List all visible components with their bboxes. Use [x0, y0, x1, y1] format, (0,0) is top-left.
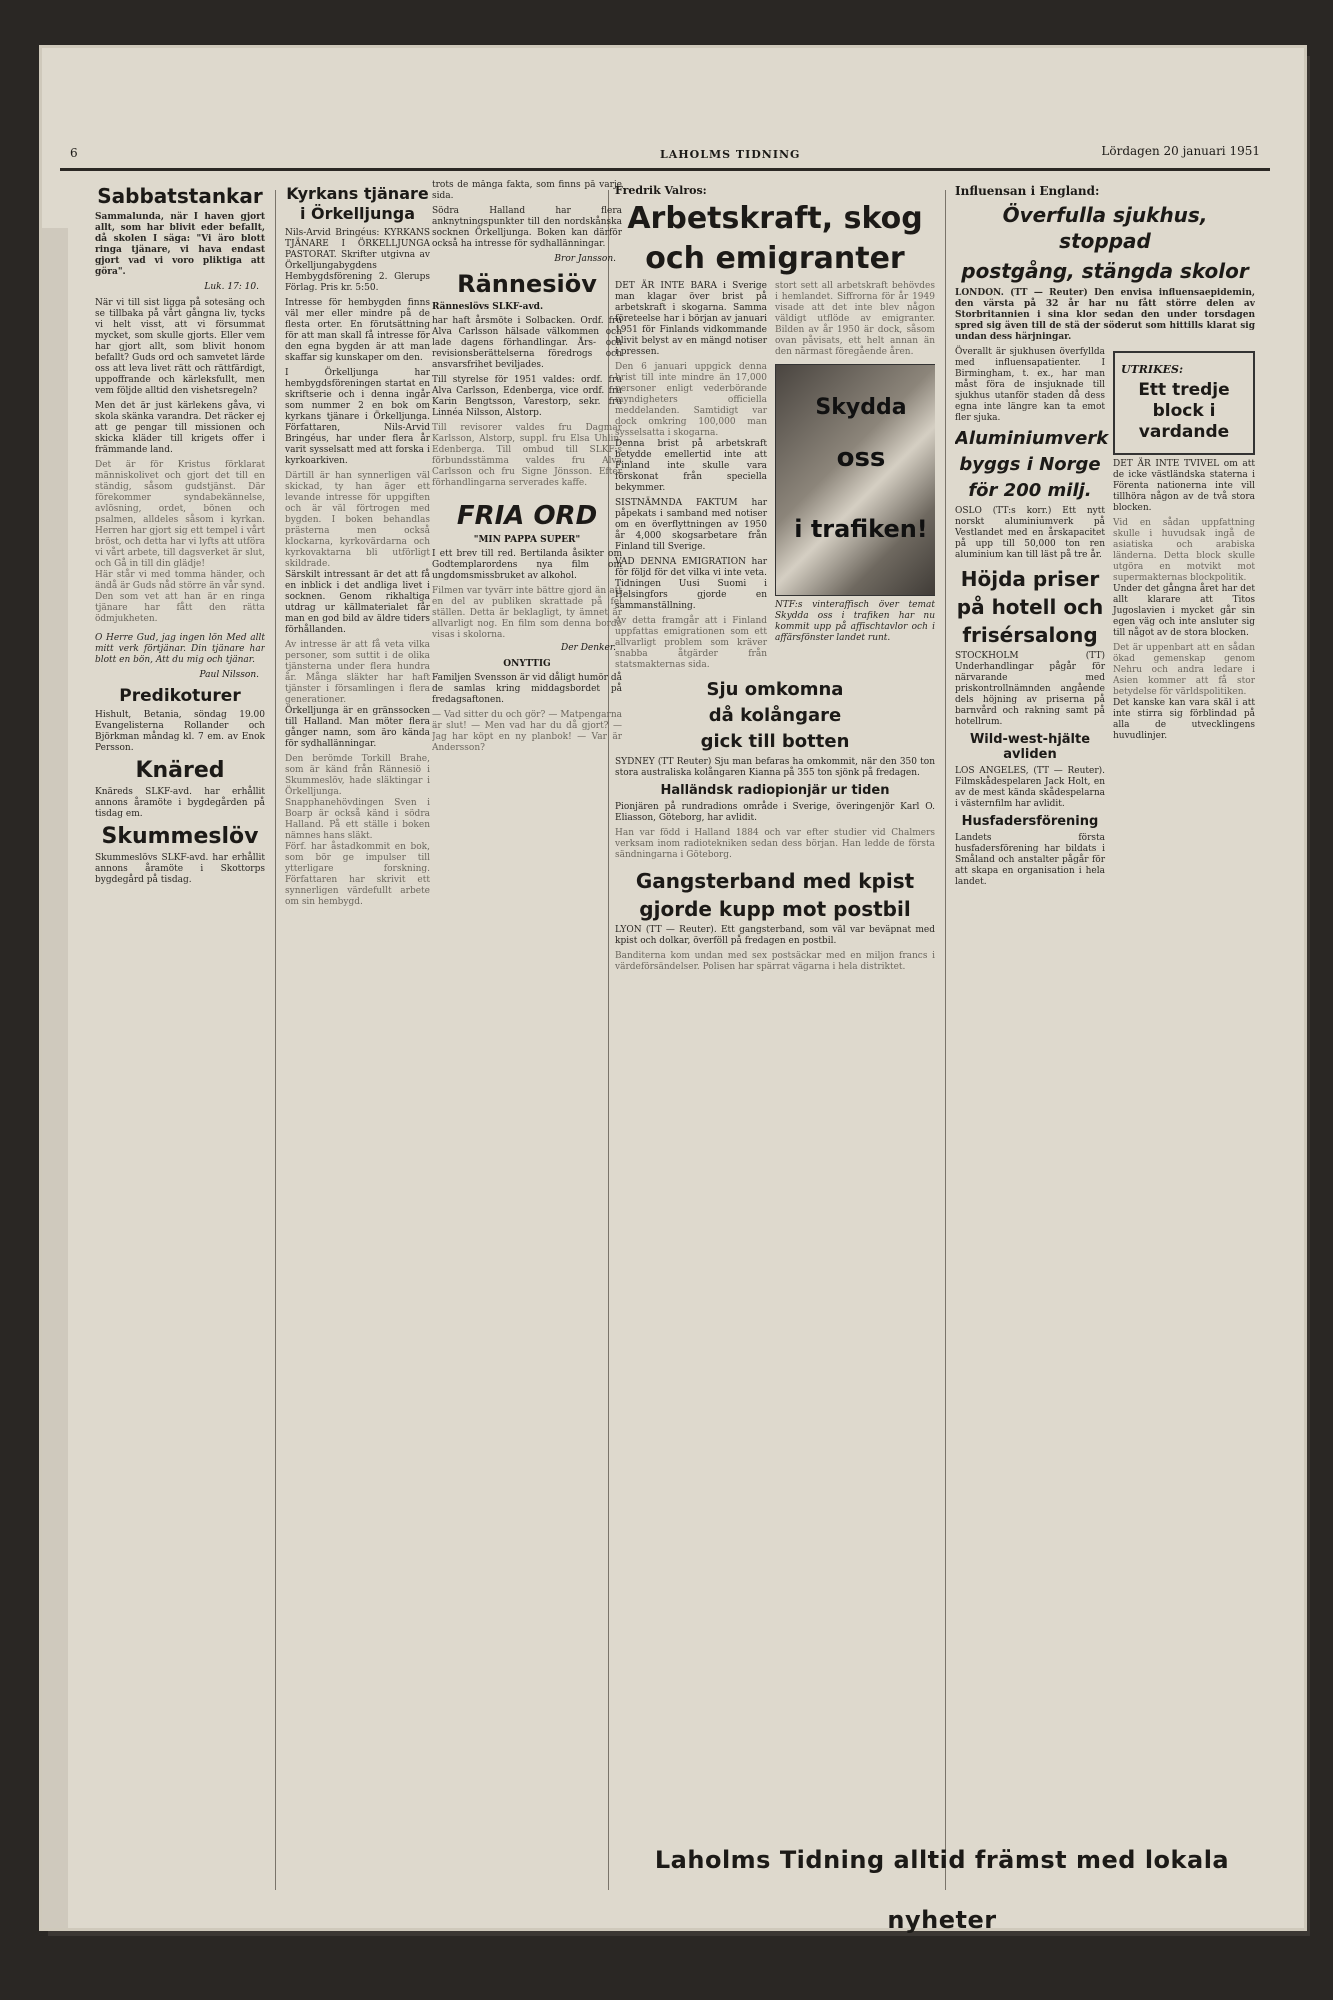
page-number: 6 [70, 146, 78, 160]
previous-page-edge [42, 228, 68, 1928]
headline-hojda-priser-2: på hotell och [956, 595, 1104, 619]
traffic-poster-photo [775, 364, 935, 596]
paper-name: LAHOLMS TIDNING [660, 148, 801, 161]
article-body: I ett brev till red. Bertilanda åsikter om Godtemplarordens nya film om ungdomsmissbruket av alkohol. [432, 549, 622, 581]
article-lead: LONDON. (TT — Reuter) Den envisa influensaepidemin, den värsta på 32 år har nu fått större delen av Storbritannien i sina klor sedan den under torsdagen spred sig även till de stä der söderut som hittills klarat sig undan dess härjningar. [955, 288, 1255, 342]
utrikes-label: UTRIKES: [1121, 363, 1184, 376]
headline-arbetskraft-line1: Arbetskraft, skog [627, 201, 923, 236]
headline-kyrkans-tjanare: Kyrkans tjänare i Örkelljunga [286, 184, 429, 223]
article-body: Överallt är sjukhusen överfyllda med influensapatienter. I Birmingham, t. ex., har man måst föra de insjuknade till sjukhus utanför staden då dess egna inte längre kan ta emot fler sjuka. [955, 347, 1105, 423]
photo-caption: NTF:s vinteraffisch över temat Skydda oss i trafiken har nu kommit upp på affischtavlor och i affärsfönster landet runt. [775, 600, 935, 643]
headline-knared: Knäred [135, 758, 225, 783]
byline: Fredrik Valros: [615, 184, 707, 197]
book-info: Nils-Arvid Bringéus: KYRKANS TJÄNARE I ÖRKELLJUNGA PASTORAT. Skrifter utgivna av Örkelljungabygdens Hembygdsförening 2. Glerups Förlag. Pris kr. 5:50. [285, 228, 430, 293]
headline-predikoturer: Predikoturer [119, 686, 241, 706]
article-signature: Bror Jansson. [554, 254, 616, 264]
article-body: har haft årsmöte i Solbacken. Ordf. fru Alva Carlsson hälsade välkommen och lade dagens förhandlingar. Års- och revisionsberättelserna föredrogs och ansvarsfrihet beviljades. [432, 316, 622, 370]
article-body: I Örkelljunga har hembygdsföreningen startat en skriftserie och i denna ingår som nummer 2 en bok om kyrkans tjänare i Örkelljunga. Författaren, Nils-Arvid Bringéus, har under flera år varit sysselsatt med att forska i kyrkoarkiven. [285, 368, 430, 466]
article-signature: Paul Nilsson. [199, 670, 259, 680]
headline-hojda-priser-1: Höjda priser [960, 567, 1100, 591]
article-body: DET ÄR INTE TVIVEL om att de icke västländska staterna i Förenta nationerna inte vill tillhöra någon av de två stora blocken. [1113, 459, 1255, 513]
article-body: Familjen Svensson är vid dåligt humör då de samlas kring middagsbordet på fredagsaftonen. [432, 673, 622, 705]
article-body: SISTNÄMNDA FAKTUM har påpekats i samband med notiser om en överflyttningen av 1950 år 4,000 skogsarbetare från Finland till Sverige. [615, 498, 767, 552]
headline-aluminiumverk-3: för 200 milj. [968, 480, 1092, 501]
column-influensan: Influensan i England: Överfulla sjukhus, stoppad postgång, stängda skolor LONDON. (TT — Reuter) Den envisa influensaepidemin, den värsta på 32 år har nu fått större delen av Storbritannien i sina klor sedan den under torsdagen spred sig även till de stä der söderut som hittills klarat sig undan dess härjningar. Överallt är sjukhusen överfyllda med influensapatienter. I Birmingham, t. ex., har man måst föra de insjuknade till sjukhus utanför staden då dess egna inte längre kan ta emot fler sjuka. Aluminiumverk byggs i Norge för 200 milj. OSLO (TT:s korr.) Ett nytt norskt aluminiumverk på Vestlandet med en årskapacitet på upp till 50,000 ton ren aluminium kan till läst på tre år. Höjda priser på hotell och frisérsalong STOCKHOLM (TT) Underhandlingar pågår för närvarande med priskontrollnämnden angående dels höjning av priserna på barnvård och rakning samt på hotellrum. Wild-west-hjälte avliden LOS ANGELES, (TT — Reuter). Filmskådespelaren Jack Holt, en av de mest kända skådespelarna i västernfilm har avlidit. Husfadersförening Landets första husfadersförening har bildats i Småland och anstalter pågår för att skapa en organisation i hela landet. UTRIKES: Ett tredje block i vardande DET ÄR INTE TVIVEL om att de icke västländska staterna i Förenta nationerna inte vill tillhöra någon av de två stora blocken. Vid en sådan uppfattning skulle i huvudsak ingå de asiatiska och arabiska länderna. Detta block skulle utgöra en motvikt mot supermakternas blockpolitik. Under det gångna året har det allt klarare att Titos Jugoslavien i mycket går sin egen väg och inte ansluter sig till något av de stora blocken. Det är uppenbart att en sådan ökad gemenskap genom Nehru och andra ledare i Asien kommer att få stor betydelse för världspolitiken. Det kanske kan vara skäl i att inte stirra sig förblindad på alla de utvecklingens huvudlinjer. [955, 184, 1255, 887]
headline-fria-ord: FRIA ORD [456, 501, 598, 531]
article-body: Södra Halland har flera anknytningspunkter till den nordskånska socknen Örkelljunga. Boken kan därför också ha intresse för sydhallänningar. [432, 206, 622, 249]
page-header [60, 140, 1270, 171]
article-body: Till styrelse för 1951 valdes: ordf. fru Alva Carlsson, Edenberga, vice ordf. fru Karin Bengtsson, Varestorp, sekr. fru Linnéa Nilsson, Alstorp. [432, 375, 622, 418]
article-body: Särskilt intressant är det att få en inblick i det andliga livet i socknen. Genom rikhaltiga utdrag ur källmaterialet får man en god bild av äldre tiders förhållanden. [285, 570, 430, 635]
headline-hojda-priser-3: frisérsalong [962, 623, 1098, 647]
headline-gangsterband-1: Gangsterband med kpist [635, 869, 915, 893]
headline-sabbatstankar: Sabbatstankar [97, 184, 263, 208]
poster-text: i trafiken! [794, 515, 928, 543]
headline-influensan-2: postgång, stängda skolor [961, 259, 1249, 283]
article-body: LOS ANGELES, (TT — Reuter). Filmskådespelaren Jack Holt, en av de mest kända skådespelarna i västernfilm har avlidit. [955, 766, 1105, 809]
article-body: STOCKHOLM (TT) Underhandlingar pågår för närvarande med priskontrollnämnden angående dels höjning av priserna på barnvård och rakning samt på hotellrum. [955, 651, 1105, 727]
headline-sju-omkomna-1: Sju omkomna [706, 679, 844, 700]
column-arbetskraft: Fredrik Valros: Arbetskraft, skog och emigranter DET ÄR INTE BARA i Sverige man klagar över brist på arbetskraft i skogarna. Samma företeelse har i början av januari 1951 för Finlands vidkommande blivit belyst av en mängd notiser i pressen. Den 6 januari uppgick denna brist till inte mindre än 17,000 personer enligt vederbörande myndigheters officiella meddelanden. Samtidigt var dock omkring 100,000 man sysselsatta i skogarna. Denna brist på arbetskraft betydde emellertid inte att Finland inte skulle vara förskonat från speciella bekymmer. SISTNÄMNDA FAKTUM har påpekats i samband med notiser om en överflyttningen av 1950 år 4,000 skogsarbetare från Finland till Sverige. VAD DENNA EMIGRATION har för följd för det vilka vi inte veta. Tidningen Uusi Suomi i Helsingfors gjorde en sammanställning. Av detta framgår att i Finland uppfattas emigrationen som ett allvarligt problem som kräver snabba åtgärder från statsmakternas sida. stort sett all arbetskraft behövdes i hemlandet. Siffrorna för år 1949 visade att det inte blev någon väldigt utflöde av emigranter. Bilden av år 1950 är dock, såsom ovan påvisats, ett helt annan än den närmast föregående åren. Skydda oss i trafiken! NTF:s vinteraffisch över temat Skydda oss i trafiken har nu kommit upp på affischtavlor och i affärsfönster landet runt. Sju omkomna då kolångare gick till botten SYDNEY (TT Reuter) Sju man befaras ha omkommit, när den 350 ton stora australiska kolångaren Kianna på 355 ton sjönk på fredagen. Halländsk radiopionjär ur tiden Pionjären på rundradions område i Sverige, överingenjör Karl O. Eliasson, Göteborg, har avlidit. Han var född i Halland 1884 och var efter studier vid Chalmers verksam inom radiotekniken sedan dess början. Han ledde de första sändningarna i Göteborg. Gangsterband med kpist gjorde kupp mot postbil LYON (TT — Reuter). Ett gangsterband, som väl var beväpnat med kpist och dolkar, överföll på fredagen en postbil. Banditerna kom undan med sex postsäckar med en miljon francs i värdeförsändelser. Polisen har spärrat vägarna i hela distriktet. [615, 180, 935, 1900]
article-body: Det kanske kan vara skäl i att inte stirra sig förblindad på alla de utvecklingens huvudlinjer. [1113, 698, 1255, 741]
headline-tredje-block: Ett tredje block i vardande [1138, 380, 1230, 442]
bottom-advertisement: Laholms Tidning alltid främst med lokala nyheter [654, 1846, 1230, 1934]
headline-skummeslov: Skummeslöv [101, 824, 259, 849]
headline-husfadersforening: Husfadersförening [961, 814, 1099, 829]
headline-aluminiumverk-1: Aluminiumverk [955, 428, 1109, 449]
sub-heading: Ränneslövs SLKF-avd. [432, 302, 544, 312]
headline-aluminiumverk-2: byggs i Norge [959, 454, 1101, 475]
predikoturer-text: Hishult, Betania, söndag 19.00 Evangelisterna Rollander och Björkman måndag kl. 7 em. av Enok Persson. [95, 710, 265, 753]
sub-heading: ONYTTIG [503, 659, 551, 669]
utrikes-box [1113, 351, 1255, 455]
column-rannesiov: trots de många fakta, som finns på varje sida. Södra Halland har flera anknytningspunkter till den nordskånska socknen Örkelljunga. Boken kan därför också ha intresse för sydhallänningar. Bror Jansson. Rännesiöv Ränneslövs SLKF-avd. har haft årsmöte i Solbacken. Ordf. fru Alva Carlsson hälsade välkommen och lade dagens förhandlingar. Års- och revisionsberättelserna föredrogs och ansvarsfrihet beviljades. Till styrelse för 1951 valdes: ordf. fru Alva Carlsson, Edenberga, vice ordf. fru Karin Bengtsson, Varestorp, sekr. fru Linnéa Nilsson, Alstorp. Till revisorer valdes fru Dagmar Karlsson, Alstorp, suppl. fru Elsa Uhlin, Edenberga. Till ombud till SLKF:s förbundsstämma valdes fru Alva Carlsson och fru Signe Jönsson. Efter förhandlingarna serverades kaffe. FRIA ORD "MIN PAPPA SUPER" I ett brev till red. Bertilanda åsikter om Godtemplarordens nya film om ungdomsmissbruket av alkohol. Filmen var tyvärr inte bättre gjord än att en del av publiken skrattade på fel ställen. Detta är beklagligt, ty ämnet är allvarligt nog. En film som denna borde visas i skolorna. Der Denker. ONYTTIG Familjen Svensson är vid dåligt humör då de samlas kring middagsbordet på fredagsaftonen. — Vad sitter du och gör? — Matpengarna är slut! — Men vad har du då gjort? — Jag har köpt en ny planbok! — Var är Andersson? [432, 180, 622, 753]
headline-wild-west: Wild-west-hjälte avliden [969, 732, 1091, 762]
headline-rannesiov: Rännesiöv [457, 270, 597, 298]
headline-gangsterband-2: gjorde kupp mot postbil [639, 897, 911, 921]
poster-text: Skydda [815, 395, 907, 420]
article-body: Pionjären på rundradions område i Sverige, överingenjör Karl O. Eliasson, Göteborg, har avlidit. [615, 802, 935, 823]
article-body: Under det gångna året har det allt klarare att Titos Jugoslavien i mycket går sin egen väg och inte ansluter sig till något av de stora blocken. [1113, 584, 1255, 638]
article-body: trots de många fakta, som finns på varje sida. [432, 180, 622, 201]
article-body: Intresse för hembygden finns väl mer eller mindre på de flesta orter. En förutsättning för att man skall få intresse för den egna bygden är att man skaffar sig kunskaper om den. [285, 298, 430, 363]
article-intro: Sammalunda, när I haven gjort allt, som har blivit eder befallt, då skolen I säga: "Vi äro blott ringa tjänare, vi hava endast gjort vad vi voro pliktiga att göra". [95, 212, 265, 277]
article-body: VAD DENNA EMIGRATION har för följd för det vilka vi inte veta. Tidningen Uusi Suomi i Helsingfors gjorde en sammanställning. [615, 557, 767, 611]
verse-reference: Luk. 17: 10. [204, 282, 259, 292]
article-body: När vi till sist ligga på sotesäng och se tillbaka på vårt gångna liv, tycks vi helt visst, att vi försummat mycket, som skulle gjorts. Eller vem har gjort allt, som blivit honom befallt? Guds ord och samvetet lärde oss att leva livet rätt och rättfärdigt, uppoffrande och kärleksfullt, men vem följde alltid den vishetsregeln? [95, 298, 265, 396]
article-signature: Der Denker. [561, 643, 616, 653]
column-rule [275, 190, 276, 1890]
headline-influensan-1: Överfulla sjukhus, stoppad [1002, 203, 1208, 253]
article-body: LYON (TT — Reuter). Ett gangsterband, som väl var beväpnat med kpist och dolkar, överföll på fredagen en postbil. [615, 925, 935, 946]
sub-heading: "MIN PAPPA SUPER" [473, 535, 581, 545]
knared-text: Knäreds SLKF-avd. har erhållit annons åramöte i bygdegården på tisdag em. [95, 787, 265, 819]
prayer-verse: O Herre Gud, jag ingen lön Med allt mitt verk förtjänar. Din tjänare har blott en bön, Att du mig och tjänar. [95, 633, 265, 665]
column-sabbatstankar: Sabbatstankar Sammalunda, när I haven gjort allt, som har blivit eder befallt, då skolen I säga: "Vi äro blott ringa tjänare, vi hava endast gjort vad vi voro pliktiga att göra". Luk. 17: 10. När vi till sist ligga på sotesäng och se tillbaka på vårt gångna liv, tycks vi helt visst, att vi försummat mycket, som skulle gjorts. Eller vem har gjort allt, som blivit honom befallt? Guds ord och samvetet lärde oss att leva livet rätt och rättfärdigt, uppoffrande och kärleksfullt, men vem följde alltid den vishetsregeln? Men det är just kärlekens gåva, vi skola skänka varandra. Det räcker ej att ge pengar till missionen och skicka kläder till krigets offer i främmande land. Det är för Kristus förklarat människolivet och gjort det till en ständig, såsom gudstjänst. Där förekommer syndabekännelse, avlösning, ordet, bönen och psalmen, alldeles såsom i kyrkan. Herren har gjort sig ett tempel i vårt bröst, och detta har vi lyfts att utföra vi vårt arbete, till dagsverket är slut, och Gå in till din glädje! Här står vi med tomma händer, och ändå är Guds nåd större än vår synd. Den som vet att han är en ringa tjänare har fått den rätta ödmjukheten. O Herre Gud, jag ingen lön Med allt mitt verk förtjänar. Din tjänare har blott en bön, Att du mig och tjänar. Paul Nilsson. Predikoturer Hishult, Betania, söndag 19.00 Evangelisterna Rollander och Björkman måndag kl. 7 em. av Enok Persson. Knäred Knäreds SLKF-avd. har erhållit annons åramöte i bygdegården på tisdag em. Skummeslöv Skummeslövs SLKF-avd. har erhållit annons åramöte i Skottorps bygdegård på tisdag. [95, 184, 265, 885]
headline-sju-omkomna-2: då kolångare [708, 705, 842, 726]
article-body: DET ÄR INTE BARA i Sverige man klagar över brist på arbetskraft i skogarna. Samma företeelse har i början av januari 1951 för Finlands vidkommande blivit belyst av en mängd notiser i pressen. [615, 281, 767, 357]
headline-arbetskraft-line2: och emigranter [645, 241, 905, 276]
kicker: Influensan i England: [955, 184, 1100, 198]
headline-radiopionjar: Halländsk radiopionjär ur tiden [660, 783, 890, 798]
article-body: Örkelljunga är en gränssocken till Halland. Man möter flera gånger namn, som äro kända för sydhallänningar. [285, 706, 430, 749]
article-body: OSLO (TT:s korr.) Ett nytt norskt aluminiumverk på Vestlandet med en årskapacitet på upp till 50,000 ton ren aluminium kan till läst på tre år. [955, 506, 1105, 560]
article-body: Men det är just kärlekens gåva, vi skola skänka varandra. Det räcker ej att ge pengar till missionen och skicka kläder till krigets offer i främmande land. [95, 401, 265, 455]
article-body: Landets första husfadersförening har bildats i Småland och anstalter pågår för att skapa en organisation i hela landet. [955, 833, 1105, 887]
issue-date: Lördagen 20 januari 1951 [1101, 144, 1260, 158]
poster-text: oss [836, 443, 886, 473]
column-rule [945, 190, 946, 1890]
article-body: SYDNEY (TT Reuter) Sju man befaras ha omkommit, när den 350 ton stora australiska kolångaren Kianna på 355 ton sjönk på fredagen. [615, 757, 935, 778]
article-body: Denna brist på arbetskraft betydde emellertid inte att Finland inte skulle vara förskonat från speciella bekymmer. [615, 439, 767, 493]
headline-sju-omkomna-3: gick till botten [700, 731, 850, 752]
skummeslov-text: Skummeslövs SLKF-avd. har erhållit annons åramöte i Skottorps bygdegård på tisdag. [95, 853, 265, 885]
column-kyrkans-tjanare: Kyrkans tjänare i Örkelljunga Nils-Arvid Bringéus: KYRKANS TJÄNARE I ÖRKELLJUNGA PASTORAT. Skrifter utgivna av Örkelljungabygdens Hembygdsförening 2. Glerups Förlag. Pris kr. 5:50. Intresse för hembygden finns väl mer eller mindre på de flesta orter. En förutsättning för att man skall få intresse för den egna bygden är att man skaffar sig kunskaper om den. I Örkelljunga har hembygdsföreningen startat en skriftserie och i denna ingår som nummer 2 en bok om kyrkans tjänare i Örkelljunga. Författaren, Nils-Arvid Bringéus, har under flera år varit sysselsatt med att forska i kyrkoarkiven. Därtill är han synnerligen väl skickad, ty han äger ett levande intresse för uppgiften och är väl förtrogen med bygden. I boken behandlas prästerna men också klockarna, kyrkovärdarna och kyrkovaktarna bli utförligt skildrade. Särskilt intressant är det att få en inblick i det andliga livet i socknen. Genom rikhaltiga utdrag ur källmaterialet får man en god bild av äldre tiders förhållanden. Av intresse är att få veta vilka personer, som suttit i de olika tjänsterna under flera hundra år. Många släkter har haft tjänster i församlingen i flera generationer. Örkelljunga är en gränssocken till Halland. Man möter flera gånger namn, som äro kända för sydhallänningar. Den berömde Torkill Brahe, som är känd från Rännesiö i Skummeslöv, hade släktingar i Örkelljunga. Snapphanehövdingen Sven i Boarp är också känd i södra Halland. På ett ställe i boken nämnes hans släkt. Förf. har åstadkommit en bok, som bör ge impulser till ytterligare forskning. Författaren har skrivit ett synnerligen värdefullt arbete om sin hembygd. [285, 184, 430, 907]
